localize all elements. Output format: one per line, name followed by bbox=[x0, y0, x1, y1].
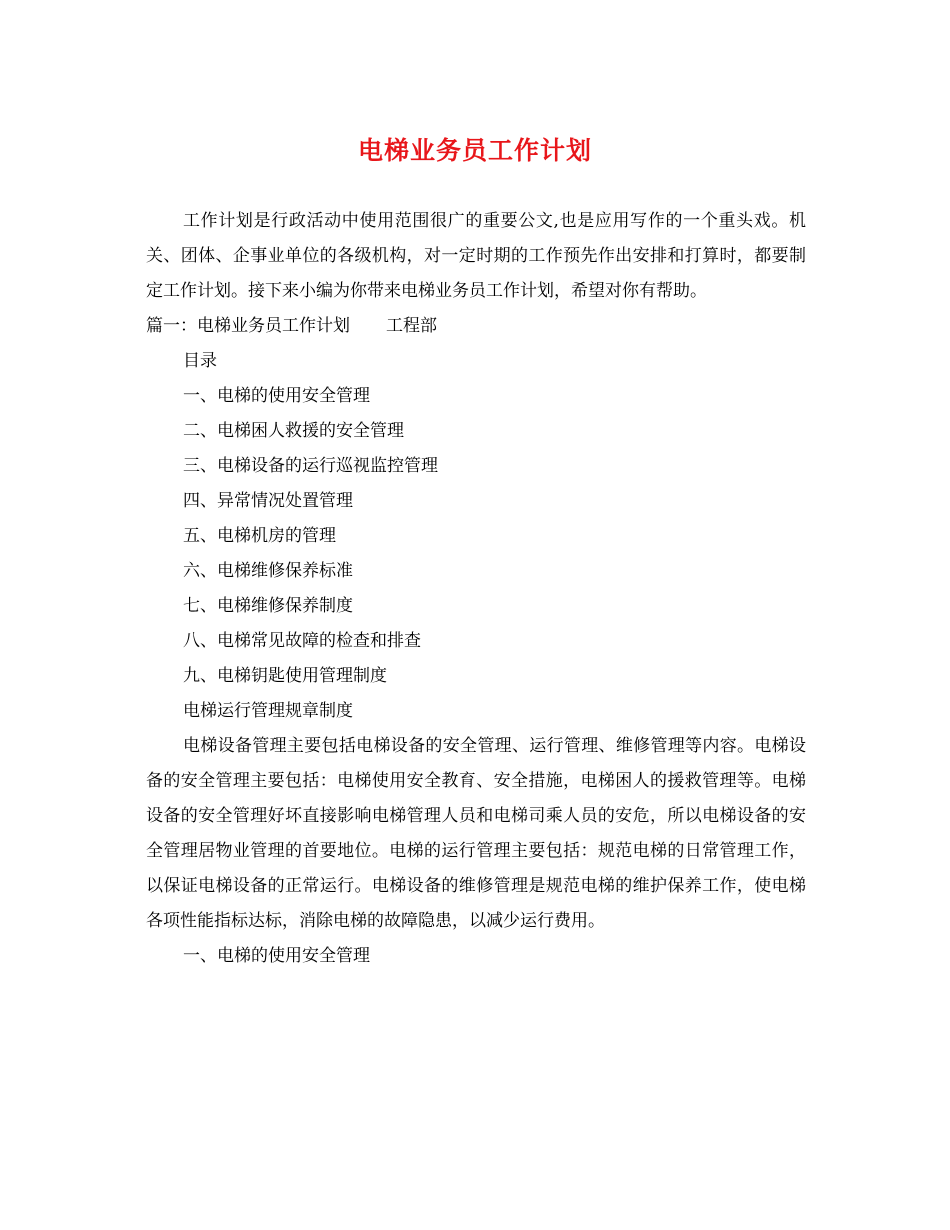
toc-item: 四、异常情况处置管理 bbox=[183, 491, 353, 511]
toc-item: 三、电梯设备的运行巡视监控管理 bbox=[183, 456, 438, 476]
toc-item: 六、电梯维修保养标准 bbox=[183, 561, 353, 581]
toc-heading: 目录 bbox=[183, 351, 217, 371]
toc-item: 九、电梯钥匙使用管理制度 bbox=[183, 666, 387, 686]
toc-item: 七、电梯维修保养制度 bbox=[183, 596, 353, 616]
document-body bbox=[146, 204, 806, 974]
section-heading bbox=[146, 309, 806, 344]
document-title: 电梯业务员工作计划 bbox=[357, 136, 592, 165]
intro-paragraph: 工作计划是行政活动中使用范围很广的重要公文,也是应用写作的一个重头戏。机关、团体、企事业单位的各级机构，对一定时期的工作预先作出安排和打算时，都要制定工作计划。接下来小编为你带来电梯业务员工作计划，希望对你有帮助。 bbox=[146, 211, 806, 301]
toc-item: 八、电梯常见故障的检查和排查 bbox=[183, 631, 421, 651]
subsection-heading: 一、电梯的使用安全管理 bbox=[183, 946, 370, 966]
toc-item: 一、电梯的使用安全管理 bbox=[183, 386, 370, 406]
regulation-heading: 电梯运行管理规章制度 bbox=[183, 701, 353, 721]
toc-item: 五、电梯机房的管理 bbox=[183, 526, 336, 546]
regulation-paragraph: 电梯设备管理主要包括电梯设备的安全管理、运行管理、维修管理等内容。电梯设备的安全管理主要包括：电梯使用安全教育、安全措施，电梯困人的援救管理等。电梯设备的安全管理好坏直接影响电梯管理人员和电梯司乘人员的安危，所以电梯设备的安全管理居物业管理的首要地位。电梯的运行管理主要包括：规范电梯的日常管理工作，以保证电梯设备的正常运行。电梯设备的维修管理是规范电梯的维护保养工作，使电梯各项性能指标达标，消除电梯的故障隐患，以减少运行费用。 bbox=[146, 736, 806, 931]
section-heading-department: 工程部 bbox=[386, 316, 437, 336]
section-heading-label: 篇一：电梯业务员工作计划 bbox=[146, 316, 350, 336]
toc-item: 二、电梯困人救援的安全管理 bbox=[183, 421, 404, 441]
